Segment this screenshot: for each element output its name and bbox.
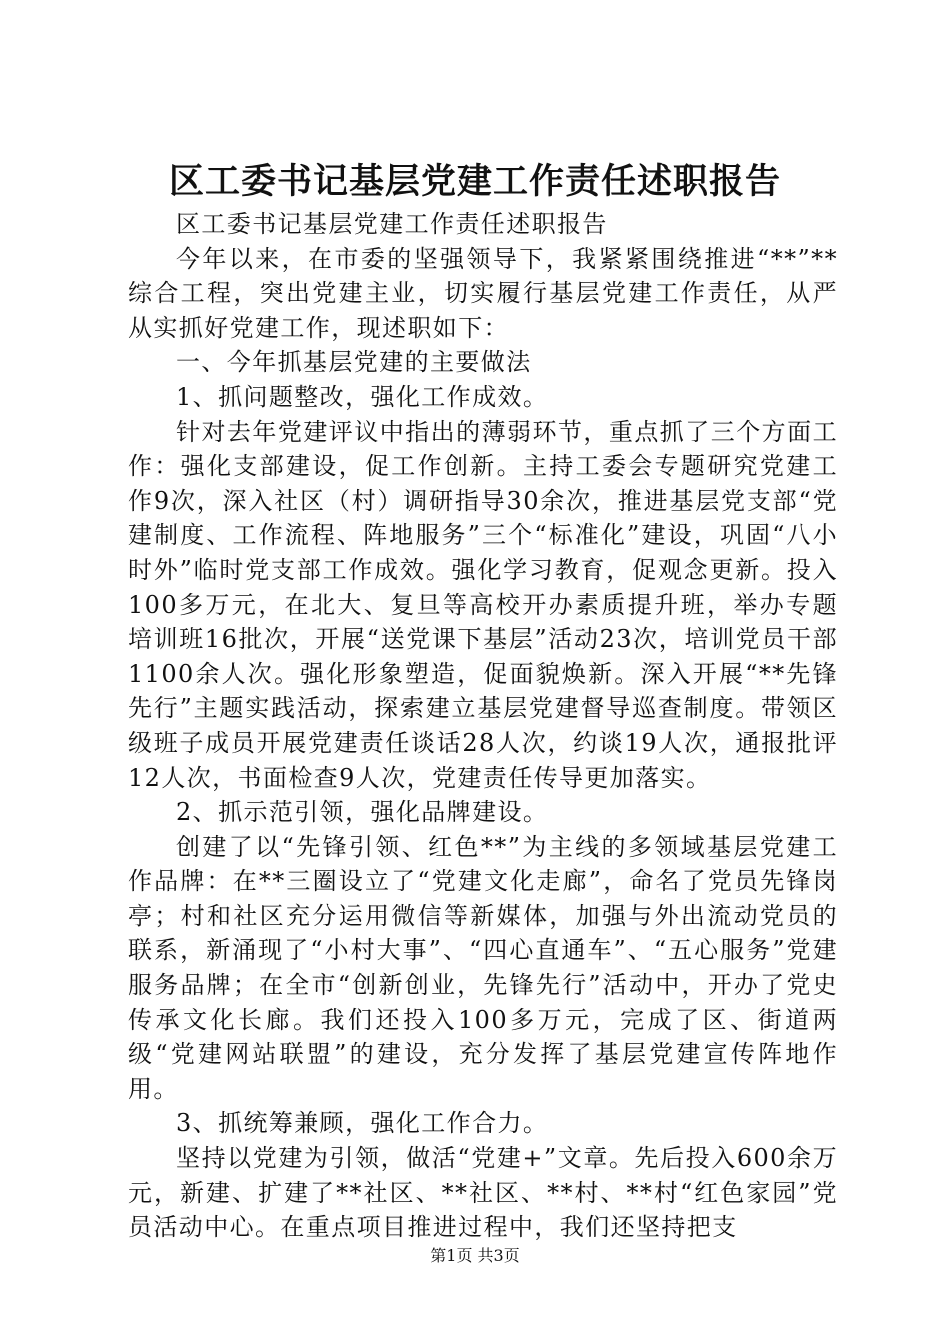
section-heading-1: 一、今年抓基层党建的主要做法 — [176, 348, 532, 377]
subheading-3: 3、抓统筹兼顾，强化工作合力。 — [176, 1109, 549, 1138]
paragraph-body-2: 创建了以“先锋引领、红色**”为主线的多领域基层党建工作品牌：在**三圈设立了“党建文化走廊”，命名了党员先锋岗亭；村和社区充分运用微信等新媒体，加强与外出流动党员的联系，新涌现了“小村大事”、“四心直通车”、“五心服务”党建服务品牌；在全市“创新创业，先锋先行”活动中，开办了党史传承文化长廊。我们还投入100多万元，完成了区、街道两级“党建网站联盟”的建设，充分发挥了基层党建宣传阵地作用。 — [128, 832, 838, 1103]
paragraph-body-1: 针对去年党建评议中指出的薄弱环节，重点抓了三个方面工作：强化支部建设，促工作创新。主持工委会专题研究党建工作9次，深入社区（村）调研指导30余次，推进基层党支部“党建制度、工作流程、阵地服务”三个“标准化”建设，巩固“八小时外”临时党支部工作成效。强化学习教育，促观念更新。投入100多万元，在北大、复旦等高校开办素质提升班，举办专题培训班16批次，开展“送党课下基层”活动23次，培训党员干部1100余人次。强化形象塑造，促面貌焕新。深入开展“**先锋先行”主题实践活动，探索建立基层党建督导巡查制度。带领区级班子成员开展党建责任谈话28人次，约谈19人次，通报批评12人次，书面检查9人次，党建责任传导更加落实。 — [128, 417, 838, 792]
paragraph-body-3: 坚持以党建为引领，做活“党建+”文章。先后投入600余万元，新建、扩建了**社区、**社区、**村、**村“红色家园”党员活动中心。在重点项目推进过程中，我们还坚持把支 — [128, 1144, 838, 1242]
subheading-1: 1、抓问题整改，强化工作成效。 — [176, 382, 549, 411]
document-body — [128, 207, 838, 1245]
paragraph-subtitle: 区工委书记基层党建工作责任述职报告 — [176, 210, 608, 238]
paragraph-intro: 今年以来，在市委的坚强领导下，我紧紧围绕推进“**”**综合工程，突出党建主业，切实履行基层党建工作责任，从严从实抓好党建工作，现述职如下： — [128, 244, 838, 342]
page-footer: 第1页 共3页 — [430, 1246, 520, 1265]
subheading-2: 2、抓示范引领，强化品牌建设。 — [176, 798, 549, 827]
document-title: 区工委书记基层党建工作责任述职报告 — [168, 161, 781, 202]
